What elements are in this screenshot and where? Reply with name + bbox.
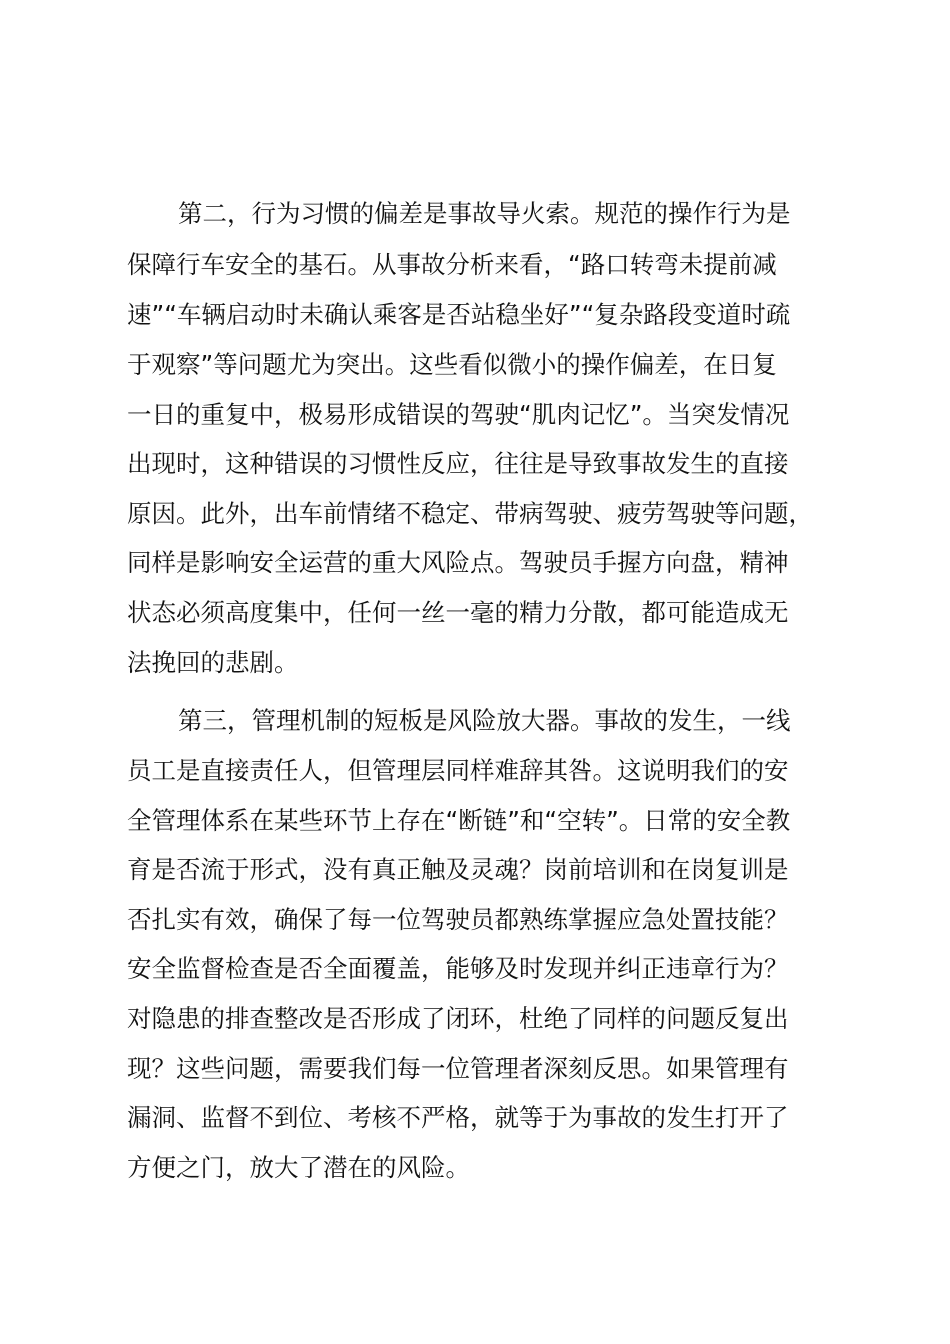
paragraph-line: 全管理体系在某些环节上存在“断链”和“空转”。日常的安全教 [127, 806, 791, 835]
paragraph-line: 速”“车辆启动时未确认乘客是否站稳坐好”“复杂路段变道时疏 [127, 300, 791, 329]
paragraph-line: 方便之门，放大了潜在的风险。 [127, 1153, 470, 1182]
paragraph-line: 于观察”等问题尤为突出。这些看似微小的操作偏差，在日复 [127, 350, 777, 379]
paragraph-line: 育是否流于形式，没有真正触及灵魂？岗前培训和在岗复训是 [127, 855, 789, 884]
paragraph-line: 第二，行为习惯的偏差是事故导火索。规范的操作行为是 [178, 199, 791, 228]
paragraph-line: 出现时，这种错误的习惯性反应，往往是导致事故发生的直接 [127, 449, 789, 478]
paragraph-line: 法挽回的悲剧。 [127, 648, 299, 677]
paragraph-line: 员工是直接责任人，但管理层同样难辞其咎。这说明我们的安 [127, 756, 789, 785]
paragraph-line: 状态必须高度集中，任何一丝一毫的精力分散，都可能造成无 [127, 598, 789, 627]
paragraph-line: 保障行车安全的基石。从事故分析来看，“路口转弯未提前减 [127, 250, 777, 279]
paragraph-line: 第三，管理机制的短板是风险放大器。事故的发生，一线 [178, 706, 791, 735]
paragraph-line: 一日的重复中，极易形成错误的驾驶“肌肉记忆”。当突发情况 [127, 400, 790, 429]
paragraph-line: 同样是影响安全运营的重大风险点。驾驶员手握方向盘，精神 [127, 548, 789, 577]
paragraph-line: 原因。此外，出车前情绪不稳定、带病驾驶、疲劳驾驶等问题， [127, 499, 813, 528]
paragraph-line: 对隐患的排查整改是否形成了闭环，杜绝了同样的问题反复出 [127, 1004, 789, 1033]
paragraph-line: 安全监督检查是否全面覆盖，能够及时发现并纠正违章行为？ [127, 954, 789, 983]
paragraph-line: 否扎实有效，确保了每一位驾驶员都熟练掌握应急处置技能？ [127, 905, 789, 934]
paragraph-line: 现？这些问题，需要我们每一位管理者深刻反思。如果管理有 [127, 1054, 789, 1083]
paragraph-line: 漏洞、监督不到位、考核不严格，就等于为事故的发生打开了 [127, 1103, 789, 1132]
